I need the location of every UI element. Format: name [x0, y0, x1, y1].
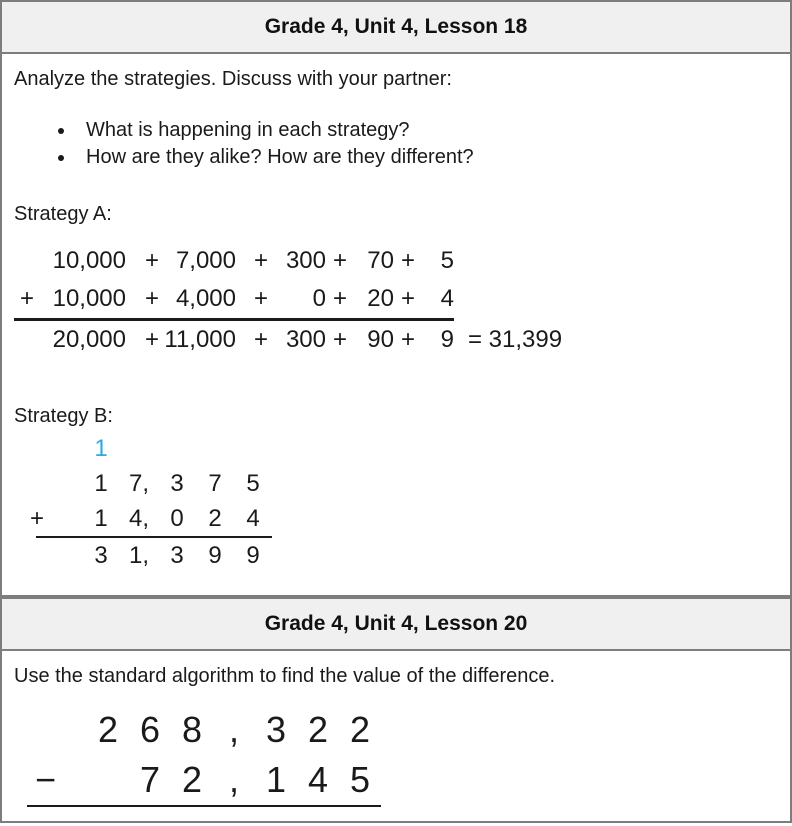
- lesson20-header: [2, 599, 790, 651]
- math-cell: 4,000: [175, 285, 236, 312]
- math-cell: +: [332, 326, 347, 353]
- strategy-b-addend-1: [14, 466, 778, 501]
- math-cell: [14, 321, 40, 359]
- math-cell: 4: [246, 504, 260, 532]
- math-cell: 3: [170, 541, 184, 569]
- math-cell: 5: [349, 759, 371, 800]
- strategy-b-work: [14, 431, 778, 573]
- math-cell: 3: [265, 709, 287, 750]
- strategy-b-total: [14, 538, 778, 573]
- math-cell: 7,: [128, 469, 149, 497]
- math-cell: +: [332, 285, 347, 312]
- strategy-a-label: Strategy A:: [14, 203, 112, 225]
- math-cell: +: [332, 247, 347, 274]
- math-cell: ,: [228, 709, 239, 750]
- math-cell: 3: [94, 541, 108, 569]
- math-cell: +: [144, 326, 159, 353]
- subtraction-work: [27, 705, 778, 807]
- bullet-item: • What is happening in each strategy?: [76, 117, 778, 144]
- math-cell: [454, 242, 778, 280]
- math-cell: −: [35, 759, 57, 800]
- math-cell: +: [400, 285, 415, 312]
- math-cell: 4: [307, 759, 329, 800]
- subtraction-minuend: [27, 705, 778, 755]
- math-cell: 0: [170, 504, 184, 532]
- math-cell: 9: [208, 541, 222, 569]
- strategy-a-work: [14, 242, 778, 359]
- strategy-a-total: [14, 321, 778, 359]
- math-cell: 0: [312, 285, 326, 312]
- strategy-a-addend-1: [14, 242, 778, 280]
- math-cell: 300: [285, 326, 326, 353]
- math-cell: 11,000: [164, 326, 236, 353]
- lesson18-body: [2, 66, 790, 573]
- math-cell: 5: [440, 247, 454, 274]
- math-cell: 4,: [128, 504, 149, 532]
- math-cell: 70: [367, 247, 394, 274]
- math-cell: +: [253, 326, 268, 353]
- lesson18-header: [2, 2, 790, 54]
- math-cell: 9: [246, 541, 260, 569]
- math-cell: 1: [94, 434, 108, 462]
- math-cell: [14, 466, 82, 501]
- math-cell: [14, 242, 40, 280]
- math-cell: 10,000: [52, 285, 126, 312]
- math-cell: 7: [208, 469, 222, 497]
- subtraction-subtrahend: [27, 755, 778, 805]
- math-cell: 1: [265, 759, 287, 800]
- discussion-bullets: [12, 117, 778, 171]
- math-cell: +: [253, 285, 268, 312]
- math-cell: 2: [181, 759, 203, 800]
- math-cell: 3: [170, 469, 184, 497]
- math-cell: +: [19, 285, 34, 312]
- bullet-item: • How are they alike? How are they different?: [76, 144, 778, 171]
- math-cell: +: [144, 247, 159, 274]
- math-cell: +: [400, 326, 415, 353]
- math-cell: 90: [367, 326, 394, 353]
- math-cell: 4: [440, 285, 454, 312]
- math-cell: 20: [367, 285, 394, 312]
- strategy-b-addend-2: [14, 501, 778, 536]
- strategy-b-label: Strategy B:: [14, 405, 113, 427]
- math-cell: 20,000: [52, 326, 126, 353]
- math-cell: [87, 755, 129, 805]
- lesson20-body: [2, 663, 790, 807]
- strategy-b-carry-row: [14, 431, 778, 466]
- math-cell: [14, 538, 82, 573]
- math-cell: [454, 280, 778, 318]
- math-cell: 1,: [128, 541, 149, 569]
- math-cell: 1: [94, 469, 108, 497]
- lesson18-intro: Analyze the strategies. Discuss with your partner:: [14, 68, 452, 90]
- lesson20-section: [0, 597, 792, 823]
- math-cell: 300: [285, 247, 326, 274]
- lesson18-title: Grade 4, Unit 4, Lesson 18: [264, 15, 528, 38]
- math-cell: 5: [246, 469, 260, 497]
- math-cell: 7: [139, 759, 161, 800]
- math-cell: 1: [94, 504, 108, 532]
- math-cell: 9: [440, 326, 454, 353]
- math-cell: ,: [228, 759, 239, 800]
- math-cell: [27, 705, 87, 755]
- math-cell: 10,000: [52, 247, 126, 274]
- math-cell: +: [30, 504, 45, 532]
- math-cell: 6: [139, 709, 161, 750]
- math-cell: = 31,399: [468, 326, 563, 353]
- math-cell: 8: [181, 709, 203, 750]
- strategy-a-addend-2: [14, 280, 778, 318]
- math-cell: +: [253, 247, 268, 274]
- math-cell: 2: [208, 504, 222, 532]
- math-cell: 2: [349, 709, 371, 750]
- math-cell: +: [400, 247, 415, 274]
- math-cell: 2: [97, 709, 119, 750]
- subtraction-line: [27, 805, 381, 807]
- lesson20-instruction: Use the standard algorithm to find the value of the difference.: [14, 665, 556, 687]
- math-cell: +: [144, 285, 159, 312]
- lesson20-title: Grade 4, Unit 4, Lesson 20: [264, 612, 528, 635]
- math-cell: 7,000: [175, 247, 236, 274]
- math-cell: 2: [307, 709, 329, 750]
- math-cell: [14, 431, 82, 466]
